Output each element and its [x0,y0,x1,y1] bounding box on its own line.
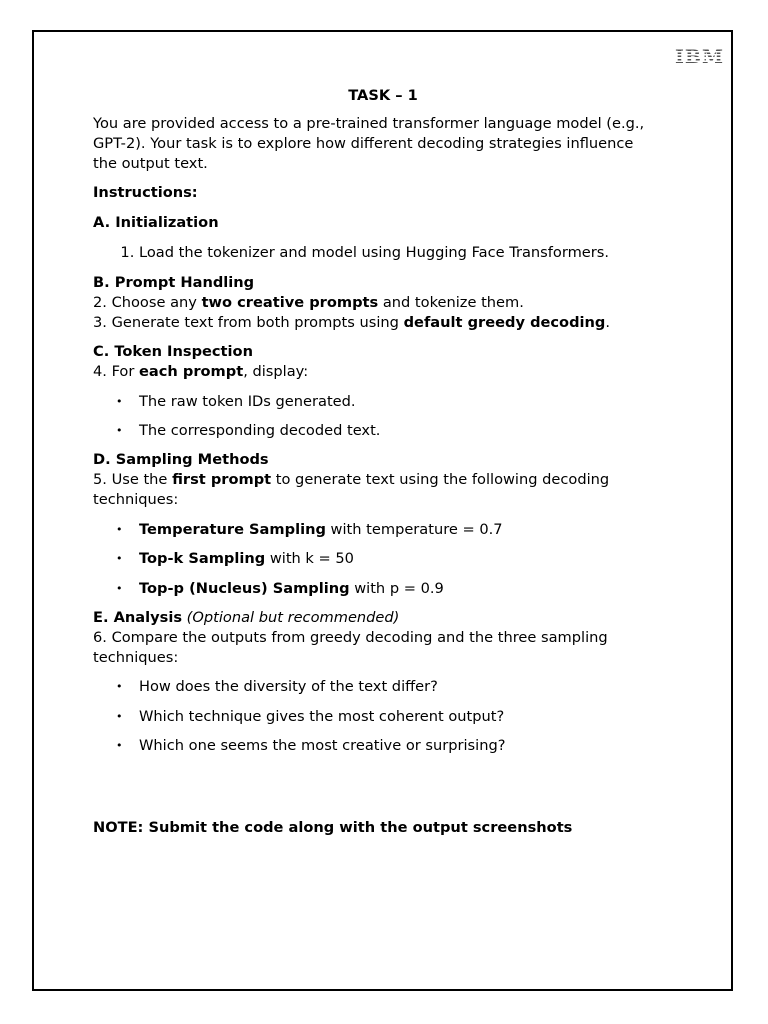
list-item: • How does the diversity of the text differ? [139,677,653,697]
section-b-step-3 [93,313,653,333]
document-title: TASK – 1 [348,87,418,104]
list-item: 1. Load the tokenizer and model using Hugging Face Transformers. [139,243,653,263]
list-item [139,520,653,540]
list-item [139,579,653,599]
step-text: . [605,314,611,331]
step-text: 5. Use the [93,471,173,488]
section-e-bullets [93,677,653,756]
list-item: • Which technique gives the most coherent output? [139,707,653,727]
section-b-heading: B. Prompt Handling [93,274,255,291]
section-a-heading: A. Initialization [93,214,219,231]
step-text: 4. For [93,363,140,380]
section-e-note: (Optional but recommended) [182,608,400,626]
ibm-logo: IBM [675,46,724,68]
section-d-bullets [93,520,653,599]
method-name: Top-p (Nucleus) Sampling [139,579,350,597]
method-name: Temperature Sampling [139,520,326,538]
list-item: • The corresponding decoded text. [139,421,653,441]
section-c-bullets [93,392,653,442]
method-detail: with p = 0.9 [349,579,444,597]
intro-paragraph: You are provided access to a pre-trained transformer language model (e.g., GPT-2). Your task is to explore how different decoding strategies influence the output text. [93,115,645,172]
step-text: and tokenize them. [378,294,524,311]
method-detail: with k = 50 [265,550,354,567]
section-e-title: E. Analysis [93,608,183,626]
step-text: 2. Choose any [93,294,202,311]
section-d-heading: D. Sampling Methods [93,451,269,468]
step-text: , display: [243,363,309,380]
instructions-label: Instructions: [93,184,198,201]
method-detail: with temperature = 0.7 [325,520,503,538]
section-c-step-4 [93,362,653,382]
section-d-step-5 [93,470,653,510]
list-item [139,549,653,569]
step-emphasis: default greedy decoding [403,314,606,331]
list-item: • The raw token IDs generated. [139,392,653,412]
step-emphasis: two creative prompts [201,294,379,311]
step-text: to generate text using the following decoding techniques: [93,471,610,508]
section-e-heading [93,608,653,628]
submission-note: NOTE: Submit the code along with the output screenshots [93,819,573,836]
step-emphasis: first prompt [172,471,272,488]
section-e-step-6: 6. Compare the outputs from greedy decoding and the three sampling techniques: [93,628,608,666]
section-a-list [93,243,653,263]
list-item: • Which one seems the most creative or surprising? [139,736,653,756]
step-text: 3. Generate text from both prompts using [93,314,404,331]
method-name: Top-k Sampling [139,550,266,567]
step-emphasis: each prompt [139,363,244,380]
section-c-heading: C. Token Inspection [93,343,253,360]
section-b-step-2 [93,293,653,313]
task-document [93,86,653,756]
